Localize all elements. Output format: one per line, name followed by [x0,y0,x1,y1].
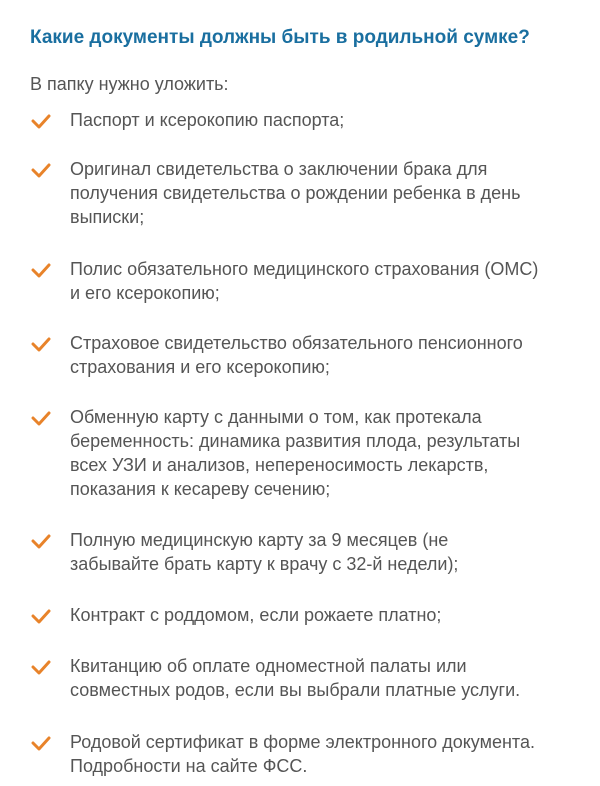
page-title: Какие документы должны быть в родильной сумке? [30,26,530,48]
list-item-text: Полную медицинскую карту за 9 месяцев (не забывайте брать карту к врачу с 32-й недели); [70,530,459,574]
check-icon [31,162,51,178]
check-icon [31,113,51,129]
list-item-text: Оригинал свидетельства о заключении брака для получения свидетельства о рождении ребенка в день выписки; [70,159,521,227]
check-icon [31,262,51,278]
list-item-text: Страховое свидетельство обязательного пенсионного страхования и его ксерокопию; [70,333,523,377]
check-icon [31,608,51,624]
list-item-text: Контракт с роддомом, если рожаете платно; [70,605,442,625]
check-icon [31,336,51,352]
list-item-text: Паспорт и ксерокопию паспорта; [70,110,345,130]
list-item-text: Полис обязательного медицинского страхования (ОМС) и его ксерокопию; [70,259,539,303]
check-icon [31,735,51,751]
check-icon [31,410,51,426]
list-item-text: Родовой сертификат в форме электронного документа. Подробности на сайте ФСС. [70,732,535,776]
list-item-text: Обменную карту с данными о том, как протекала беременность: динамика развития плода, результаты всех УЗИ и анализов, непереносимость лекарств, показания к кесареву сечению; [70,407,521,499]
intro-text: В папку нужно уложить: [30,74,229,94]
check-icon [31,533,51,549]
list-item-text: Квитанцию об оплате одноместной палаты или совместных родов, если вы выбрали платные услуги. [70,656,521,700]
check-icon [31,659,51,675]
